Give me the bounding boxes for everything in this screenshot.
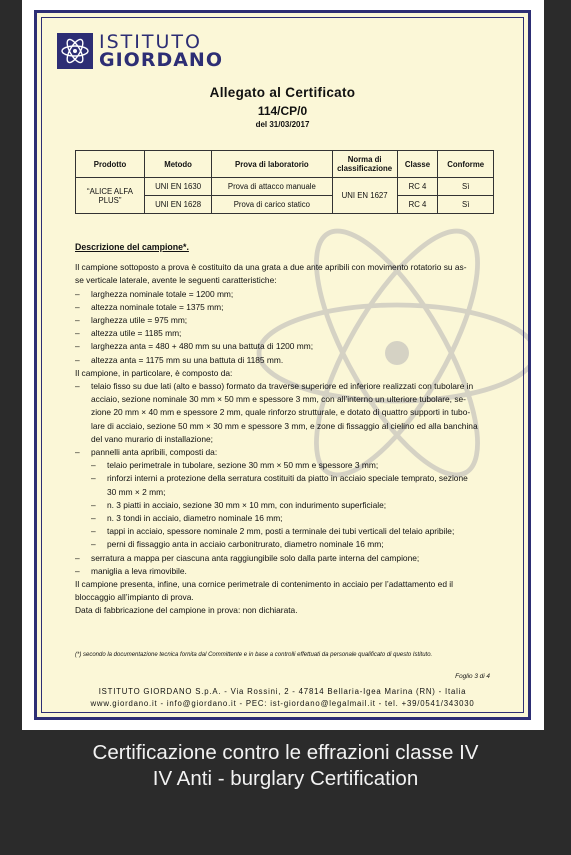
- caption-english: IV Anti - burglary Certification: [152, 767, 419, 790]
- description-line: [75, 420, 497, 433]
- logo-line2: GIORDANO: [99, 49, 223, 71]
- description-text: n. 3 tondi in acciaio, diametro nominale 16 mm;: [107, 513, 283, 524]
- col-header: Metodo: [145, 151, 212, 178]
- bullet-dash-icon: –: [75, 301, 80, 312]
- norma-cell: UNI EN 1627: [332, 178, 397, 214]
- certificate-number: 114/CP/0: [257, 104, 308, 118]
- description-line: [75, 446, 497, 459]
- description-line: [75, 512, 497, 525]
- description-text: zione 20 mm × 40 mm e spessore 2 mm, quale rinforzo strutturale, e dotato di quattro supporti in tubo-: [91, 407, 471, 418]
- description-text: altezza utile = 1185 mm;: [91, 328, 182, 339]
- description-line: [75, 301, 497, 314]
- description-text: 30 mm × 2 mm;: [107, 486, 166, 497]
- institute-footer: [37, 686, 528, 710]
- description-line: [75, 591, 497, 604]
- document-title: Allegato al Certificato: [209, 85, 356, 100]
- description-line: [75, 314, 497, 327]
- description-text: tappi in acciaio, spessore nominale 2 mm, posti a terminale dei tubi verticali del telaio apribile;: [107, 526, 455, 537]
- classe-cell: RC 4: [397, 196, 438, 214]
- description-text: telaio fisso su due lati (alto e basso) formato da traverse superiore ed inferiore realizzati con tubolare in: [91, 381, 474, 392]
- description-text: se verticale laterale, avente le seguenti caratteristiche:: [75, 275, 277, 286]
- description-text: rinforzi interni a protezione della serratura costituiti da piatto in acciaio speciale temprato, sezione: [107, 473, 468, 484]
- description-line: [75, 274, 497, 287]
- description-text: larghezza nominale totale = 1200 mm;: [91, 288, 234, 299]
- bullet-dash-icon: –: [91, 526, 96, 537]
- page-number: Foglio 3 di 4: [455, 673, 490, 680]
- bullet-dash-icon: –: [91, 460, 96, 471]
- description-lines: [75, 261, 497, 617]
- description-line: [75, 406, 497, 419]
- atom-logo-icon: [57, 33, 93, 69]
- description-line: [75, 525, 497, 538]
- description-text: del vano murario di installazione;: [91, 433, 213, 444]
- description-line: [75, 354, 497, 367]
- description-text: larghezza utile = 975 mm;: [91, 315, 188, 326]
- description-text: acciaio, sezione nominale 30 mm × 50 mm e spessore 3 mm, con all’interno un ulteriore tubolare, se-: [91, 394, 466, 405]
- conforme-cell: Sì: [438, 196, 494, 214]
- description-line: [75, 486, 497, 499]
- description-text: n. 3 piatti in acciaio, sezione 30 mm × 10 mm, con indurimento superficiale;: [107, 499, 387, 510]
- bullet-dash-icon: –: [75, 552, 80, 563]
- description-text: Il campione, in particolare, è composto da:: [75, 367, 233, 378]
- bullet-dash-icon: –: [75, 447, 80, 458]
- description-line: [75, 604, 497, 617]
- prova-cell: Prova di attacco manuale: [212, 178, 332, 196]
- footnote: (*) secondo la documentazione tecnica fornita dal Committente e in base a controlli effettuati da personale qualificato di questo Istituto.: [75, 652, 433, 658]
- bullet-dash-icon: –: [75, 354, 80, 365]
- description-text: altezza anta = 1175 mm su una battuta di 1185 mm.: [91, 354, 284, 365]
- description-text: larghezza anta = 480 + 480 mm su una battuta di 1200 mm;: [91, 341, 314, 352]
- description-text: altezza nominale totale = 1375 mm;: [91, 301, 224, 312]
- product-cell: “ALICE ALFA PLUS”: [76, 178, 145, 214]
- description-text: Il campione presenta, infine, una cornice perimetrale di contenimento in acciaio per l’adattamento ed il: [75, 579, 454, 590]
- description-line: [75, 552, 497, 565]
- description-line: [75, 380, 497, 393]
- prova-cell: Prova di carico statico: [212, 196, 332, 214]
- bullet-dash-icon: –: [91, 539, 96, 550]
- bullet-dash-icon: –: [75, 288, 80, 299]
- footer-address: ISTITUTO GIORDANO S.p.A. - Via Rossini, 2 - 47814 Bellaria-Igea Marina (RN) - Italia: [98, 687, 467, 696]
- conforme-cell: Sì: [438, 178, 494, 196]
- col-header: Conforme: [438, 151, 494, 178]
- description-text: lare di acciaio, sezione 50 mm × 30 mm e spessore 3 mm, e zone di fissaggio al cielino ed alla banchina: [91, 420, 478, 431]
- bullet-dash-icon: –: [75, 341, 80, 352]
- institute-logo: [57, 33, 223, 69]
- test-results-table: [75, 150, 494, 214]
- col-header: Prova di laboratorio: [212, 151, 332, 178]
- description-line: [75, 499, 497, 512]
- col-header: Norma di classificazione: [332, 151, 397, 178]
- classe-cell: RC 4: [397, 178, 438, 196]
- description-line: [75, 578, 497, 591]
- certificate-page: [34, 10, 531, 720]
- metodo-cell: UNI EN 1630: [145, 178, 212, 196]
- bullet-dash-icon: –: [91, 513, 96, 524]
- description-text: pannelli anta apribili, composti da:: [91, 447, 218, 458]
- description-text: telaio perimetrale in tubolare, sezione 30 mm × 50 mm e spessore 3 mm;: [107, 460, 379, 471]
- description-text: serratura a mappa per ciascuna anta raggiungibile solo dalla parte interna del campione;: [91, 552, 420, 563]
- certificate-date: del 31/03/2017: [255, 120, 310, 129]
- description-line: [75, 367, 497, 380]
- bullet-dash-icon: –: [75, 565, 80, 576]
- description-line: [75, 288, 497, 301]
- description-line: [75, 433, 497, 446]
- description-line: [75, 261, 497, 274]
- description-text: Il campione sottoposto a prova è costituito da una grata a due ante apribili con movimento rotatorio su as-: [75, 262, 467, 273]
- caption-italian: Certificazione contro le effrazioni classe IV: [92, 741, 479, 764]
- metodo-cell: UNI EN 1628: [145, 196, 212, 214]
- description-line: [75, 340, 497, 353]
- document-frame[interactable]: [22, 0, 544, 730]
- description-line: [75, 538, 497, 551]
- sample-description: [75, 241, 497, 618]
- description-text: bloccaggio all’impianto di prova.: [75, 592, 194, 603]
- bullet-dash-icon: –: [75, 328, 80, 339]
- description-text: perni di fissaggio anta in acciaio carbonitrurato, diametro nominale 16 mm;: [107, 539, 384, 550]
- description-line: [75, 393, 497, 406]
- table-row: [76, 178, 494, 196]
- col-header: Classe: [397, 151, 438, 178]
- image-caption: [0, 740, 571, 792]
- description-line: [75, 459, 497, 472]
- description-line: [75, 327, 497, 340]
- bullet-dash-icon: –: [75, 315, 80, 326]
- description-line: [75, 472, 497, 485]
- col-header: Prodotto: [76, 151, 145, 178]
- footer-contacts: www.giordano.it - info@giordano.it - PEC: ist-giordano@legalmail.it - tel. +39/0541/343030: [90, 699, 475, 708]
- description-text: Data di fabbricazione del campione in prova: non dichiarata.: [75, 605, 298, 616]
- description-text: maniglia a leva rimovibile.: [91, 565, 187, 576]
- bullet-dash-icon: –: [91, 499, 96, 510]
- logo-line1: ISTITUTO: [99, 31, 202, 53]
- description-line: [75, 565, 497, 578]
- section-title: Descrizione del campione*.: [75, 242, 189, 252]
- bullet-dash-icon: –: [91, 473, 96, 484]
- bullet-dash-icon: –: [75, 381, 80, 392]
